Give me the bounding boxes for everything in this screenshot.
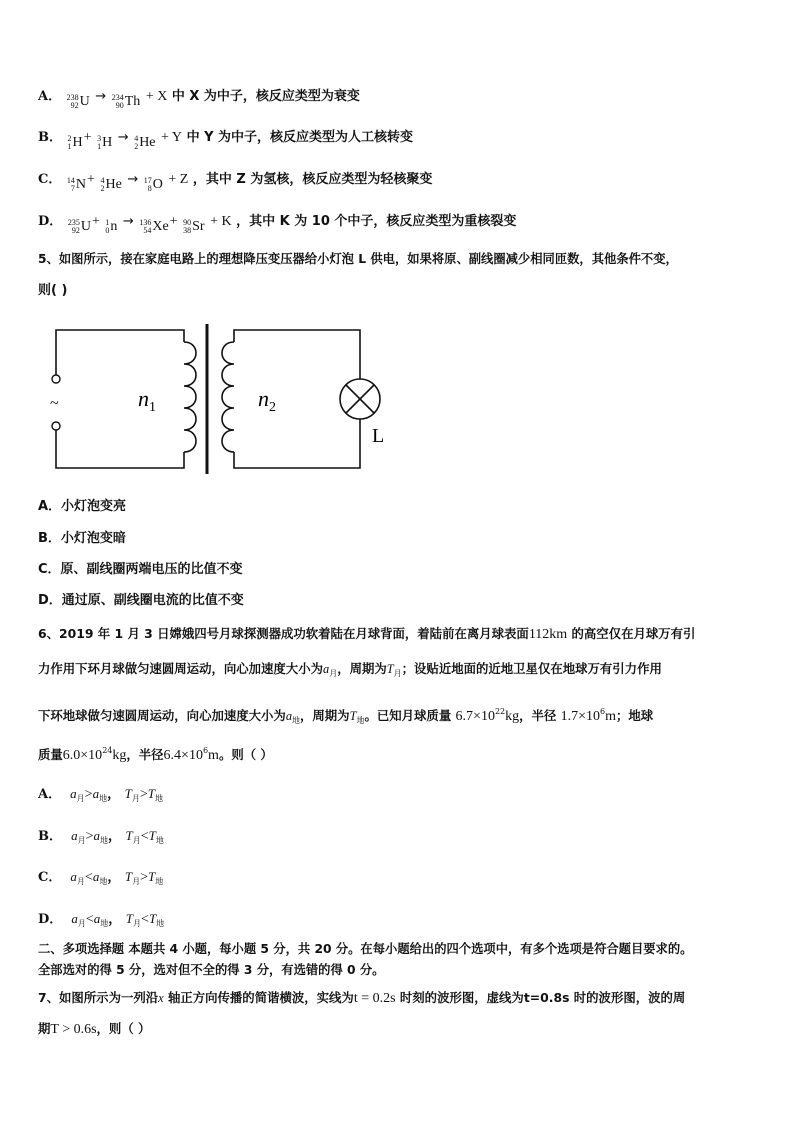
q4-option-a: A． 238 92 U → 234 90 Th + X 中 X 为中子，核反应类型为衰变 <box>38 89 360 110</box>
q6-stem-line2: 力作用下环月球做匀速圆周运动，向心加速度大小为$a_月$，周期为$T_月$；设贴近地面的近地卫星仅在地球万有引力作用 <box>38 661 662 678</box>
section2-header-line2: 全部选对的得 5 分，选对但不全的得 3 分，有选错的得 0 分。 <box>38 963 385 977</box>
ac-source-symbol: ~ <box>50 395 59 412</box>
section2-header-line1: 二、多项选择题 本题共 4 小题，每小题 5 分，共 20 分。在每小题给出的四个选项中，有多个选项是符合题目要求的。 <box>38 942 693 956</box>
q5-option-a: A．小灯泡变亮 <box>38 499 127 514</box>
n2-label: $n_2$ <box>258 386 276 415</box>
q7-stem-line2: 期T > 0.6s，则（ ） <box>38 1021 151 1037</box>
q5-option-c: C．原、副线圈两端电压的比值不变 <box>38 562 243 577</box>
terminal-bottom <box>52 422 60 430</box>
q4-option-c: C． 14 7 N + 4 2 He → 17 8 O + Z ，其中 Z 为氢核，核反应类型为轻核聚变 <box>38 172 433 193</box>
q4-option-b: B． 2 1 H + 3 1 H → 4 2 He + Y 中 Y 为中子，核反应类型为人工核转变 <box>38 130 414 151</box>
q6-stem-line1: 6、2019 年 1 月 3 日嫦娥四号月球探测器成功软着陆在月球背面，着陆前在离月球表面112km 的高空仅在月球万有引 <box>38 626 696 642</box>
q6-option-c: C． $a_月<a_地$， $T_月>T_地$ <box>38 869 164 886</box>
n1-label: $n_1$ <box>138 386 156 415</box>
lamp-label: L <box>372 425 385 447</box>
q6-option-b: B． $a_月>a_地$， $T_月<T_地$ <box>38 828 164 845</box>
q5-stem-line1: 5、如图所示，接在家庭电路上的理想降压变压器给小灯泡 L 供电，如果将原、副线圈减少相同匝数，其他条件不变， <box>38 252 678 266</box>
q7-stem-line1: 7、如图所示为一列沿x 轴正方向传播的简谐横波，实线为t = 0.2s 时刻的波形图，虚线为t=0.8s 时的波形图，波的周 <box>38 990 686 1006</box>
transformer-circuit-diagram <box>40 322 385 477</box>
q6-option-d: D． $a_月<a_地$， $T_月<T_地$ <box>38 911 165 928</box>
q4-option-d: D． 235 92 U + 1 0 n → 136 54 Xe + 90 38 Sr + K ，其中 K 为 10 个中子，核反应类型为重核裂变 <box>38 214 517 235</box>
q6-option-a: A． $a_月>a_地$， $T_月>T_地$ <box>38 786 163 803</box>
q5-option-b: B．小灯泡变暗 <box>38 531 126 546</box>
terminal-top <box>52 375 60 383</box>
q5-option-d: D．通过原、副线圈电流的比值不变 <box>38 593 244 608</box>
q5-stem-line2: 则( ) <box>38 283 68 298</box>
q6-stem-line4: 质量$6.0\times 10^{24}kg$，半径$6.4\times 10^6m$。则（ ） <box>38 746 273 763</box>
q6-stem-line3: 下环地球做匀速圆周运动，向心加速度大小为$a_地$，周期为$T_地$。已知月球质量 $6.7\times 10^{22}kg$，半径 $1.7\times 10^6m$；地球 <box>38 707 654 725</box>
